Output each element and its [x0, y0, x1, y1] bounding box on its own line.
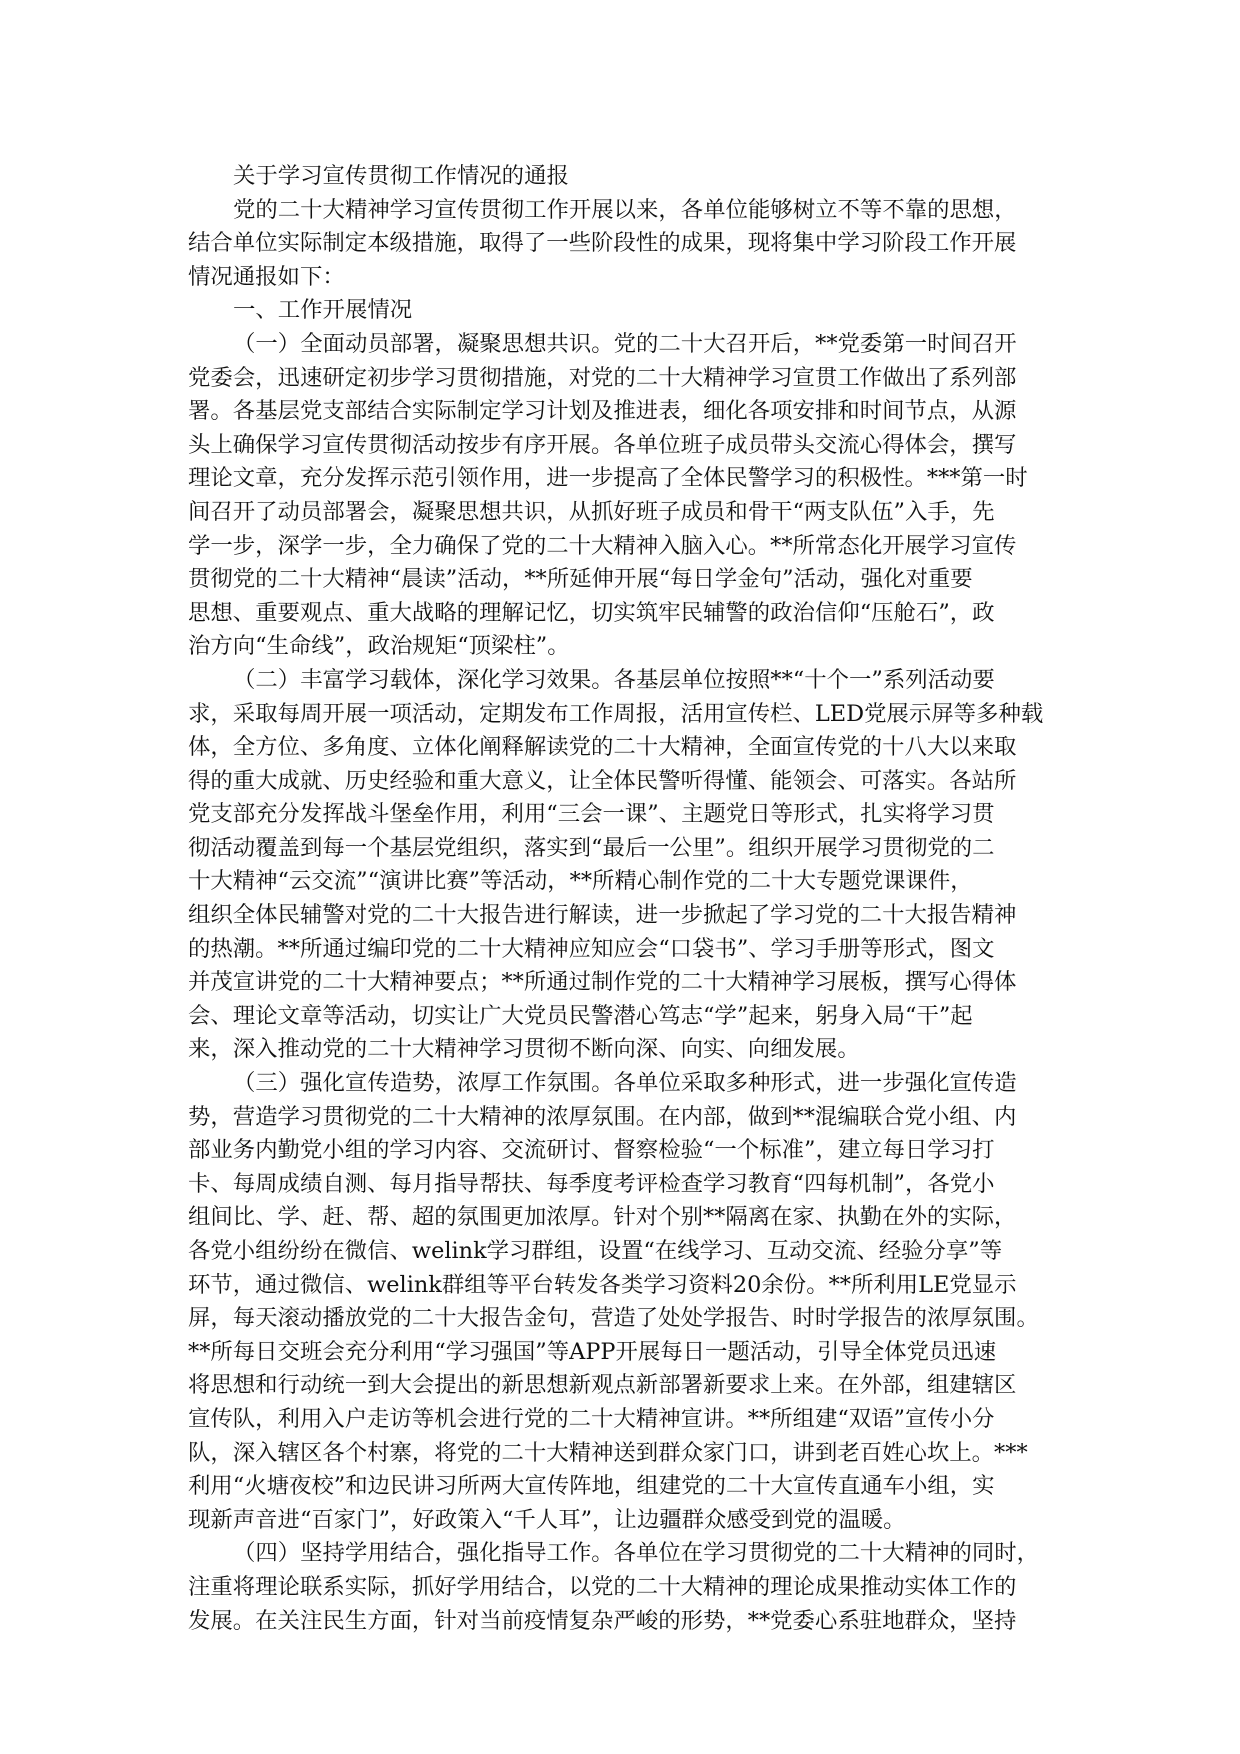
paragraph-line: 会、理论文章等活动，切实让广大党员民警潜心笃志“学”起来，躬身入局“干”起 — [188, 1002, 973, 1029]
paragraph-line: 并茂宣讲党的二十大精神要点；**所通过制作党的二十大精神学习展板，撰写心得体 — [188, 969, 1017, 996]
paragraph-line: 现新声音进“百家门”，好政策入“千人耳”，让边疆群众感受到党的温暖。 — [188, 1506, 906, 1533]
paragraph-line: 组织全体民辅警对党的二十大报告进行解读，进一步掀起了学习党的二十大报告精神 — [188, 902, 1017, 929]
paragraph-line: 十大精神“云交流”“演讲比赛”等活动，**所精心制作党的二十大专题党课课件， — [188, 868, 973, 895]
paragraph-line: （四）坚持学用结合，强化指导工作。各单位在学习贯彻党的二十大精神的同时， — [233, 1540, 1040, 1567]
document-title: 关于学习宣传贯彻工作情况的通报 — [233, 163, 569, 189]
paragraph-line: 体，全方位、多角度、立体化阐释解读党的二十大精神，全面宣传党的十八大以来取 — [188, 734, 1017, 761]
paragraph-line: 党支部充分发挥战斗堡垒作用，利用“三会一课”、主题党日等形式，扎实将学习贯 — [188, 801, 995, 828]
paragraph-line: 理论文章，充分发挥示范引领作用，进一步提高了全体民警学习的积极性。***第一时 — [188, 465, 1028, 492]
paragraph-line: 来，深入推动党的二十大精神学习贯彻不断向深、向实、向细发展。 — [188, 1036, 860, 1063]
paragraph-line: 党的二十大精神学习宣传贯彻工作开展以来，各单位能够树立不等不靠的思想， — [233, 196, 1017, 223]
paragraph-line: 求，采取每周开展一项活动，定期发布工作周报，活用宣传栏、LED党展示屏等多种载 — [188, 700, 1044, 727]
paragraph-line: 各党小组纷纷在微信、welink学习群组，设置“在线学习、互动交流、经验分享”等 — [188, 1238, 1003, 1264]
document-page — [188, 160, 1060, 1638]
paragraph-line: 宣传队，利用入户走访等机会进行党的二十大精神宣讲。**所组建“双语”宣传小分 — [188, 1405, 995, 1432]
paragraph-line: 彻活动覆盖到每一个基层党组织，落实到“最后一公里”。组织开展学习贯彻党的二 — [188, 834, 995, 861]
paragraph-line: 学一步，深学一步，全力确保了党的二十大精神入脑入心。**所常态化开展学习宣传 — [188, 532, 1017, 559]
paragraph-line: （一）全面动员部署，凝聚思想共识。党的二十大召开后，**党委第一时间召开 — [233, 330, 1017, 357]
paragraph-line: 组间比、学、赶、帮、超的氛围更加浓厚。针对个别**隔离在家、执勤在外的实际， — [188, 1204, 1017, 1231]
paragraph-line: 思想、重要观点、重大战略的理解记忆，切实筑牢民辅警的政治信仰“压舱石”，政 — [188, 599, 995, 626]
paragraph-line: 署。各基层党支部结合实际制定学习计划及推进表，细化各项安排和时间节点，从源 — [188, 398, 1017, 425]
section-heading: 一、工作开展情况 — [233, 297, 413, 324]
paragraph-line: 治方向“生命线”，政治规矩“顶梁柱”。 — [188, 633, 570, 660]
paragraph-line: （三）强化宣传造势，浓厚工作氛围。各单位采取多种形式，进一步强化宣传造 — [233, 1070, 1017, 1097]
paragraph-line: 结合单位实际制定本级措施，取得了一些阶段性的成果，现将集中学习阶段工作开展 — [188, 230, 1017, 257]
paragraph-line: 将思想和行动统一到大会提出的新思想新观点新部署新要求上来。在外部，组建辖区 — [188, 1372, 1017, 1399]
paragraph-line: 发展。在关注民生方面，针对当前疫情复杂严峻的形势，**党委心系驻地群众，坚持 — [188, 1607, 1017, 1634]
paragraph-line: 间召开了动员部署会，凝聚思想共识，从抓好班子成员和骨干“两支队伍”入手，先 — [188, 498, 995, 525]
paragraph-line: 环节，通过微信、welink群组等平台转发各类学习资料20余份。**所利用LE党显示 — [188, 1271, 1017, 1298]
paragraph-line: 部业务内勤党小组的学习内容、交流研讨、督察检验“一个标准”，建立每日学习打 — [188, 1137, 995, 1164]
paragraph-line: 的热潮。**所通过编印党的二十大精神应知应会“口袋书”、学习手册等形式，图文 — [188, 935, 995, 962]
paragraph-line: 贯彻党的二十大精神“晨读”活动，**所延伸开展“每日学金句”活动，强化对重要 — [188, 566, 973, 593]
paragraph-line: 利用“火塘夜校”和边民讲习所两大宣传阵地，组建党的二十大宣传直通车小组，实 — [188, 1473, 995, 1500]
paragraph-line: 头上确保学习宣传贯彻活动按步有序开展。各单位班子成员带头交流心得体会，撰写 — [188, 431, 1017, 458]
paragraph-line: 卡、每周成绩自测、每月指导帮扶、每季度考评检查学习教育“四每机制”，各党小 — [188, 1170, 995, 1197]
paragraph-line: 势，营造学习贯彻党的二十大精神的浓厚氛围。在内部，做到**混编联合党小组、内 — [188, 1103, 1017, 1130]
paragraph-line: 屏，每天滚动播放党的二十大报告金句，营造了处处学报告、时时学报告的浓厚氛围。 — [188, 1305, 1039, 1332]
paragraph-line: **所每日交班会充分利用“学习强国”等APP开展每日一题活动，引导全体党员迅速 — [188, 1338, 997, 1365]
paragraph-line: 党委会，迅速研定初步学习贯彻措施，对党的二十大精神学习宣贯工作做出了系列部 — [188, 364, 1017, 391]
paragraph-line: 注重将理论联系实际，抓好学用结合，以党的二十大精神的理论成果推动实体工作的 — [188, 1573, 1017, 1600]
document-body — [188, 194, 1060, 1639]
paragraph-line: 得的重大成就、历史经验和重大意义，让全体民警听得懂、能领会、可落实。各站所 — [188, 767, 1017, 794]
paragraph-line: 情况通报如下： — [188, 263, 345, 290]
paragraph-line: 队，深入辖区各个村寨，将党的二十大精神送到群众家门口，讲到老百姓心坎上。*** — [188, 1439, 1028, 1466]
paragraph-line: （二）丰富学习载体，深化学习效果。各基层单位按照**“十个一”系列活动要 — [233, 666, 995, 693]
